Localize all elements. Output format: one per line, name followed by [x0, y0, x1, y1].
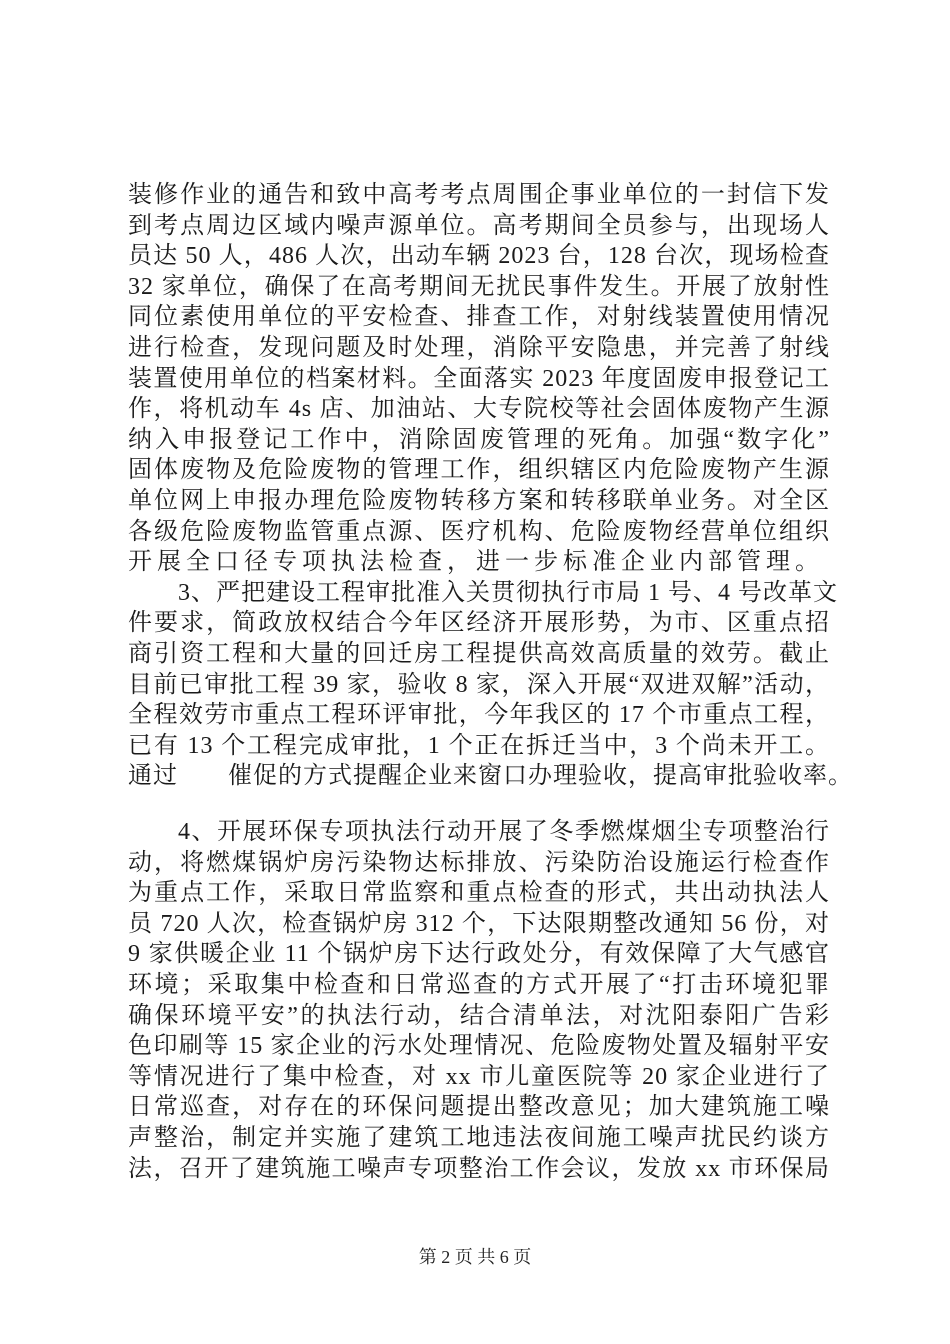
text-line: 商引资工程和大量的回迁房工程提供高效高质量的效劳。截止 — [128, 641, 830, 667]
text-line: 开展全口径专项执法检查，进一步标准企业内部管理。 — [128, 549, 824, 576]
text-line: 纳入申报登记工作中，消除固废管理的死角。加强“数字化” — [128, 426, 830, 453]
text-line: 环境；采取集中检查和日常巡查的方式开展了“打击环境犯罪 — [128, 972, 830, 998]
text-line: 法，召开了建筑施工噪声专项整治工作会议，发放 xx 市环保局 — [128, 1155, 830, 1182]
text-line: 等情况进行了集中检查，对 xx 市儿童医院等 20 家企业进行了 — [128, 1063, 830, 1090]
text-line: 员达 50 人，486 人次，出动车辆 2023 台，128 台次，现场检查 — [128, 243, 830, 270]
text-line: 目前已审批工程 39 家，验收 8 家，深入开展“双进双解”活动， — [128, 671, 830, 698]
text-line: 到考点周边区域内噪声源单位。高考期间全员参与，出现场人 — [128, 212, 830, 239]
text-line: 全程效劳市重点工程环评审批，今年我区的 17 个市重点工程， — [128, 702, 830, 729]
text-line: 各级危险废物监管重点源、医疗机构、危险废物经营单位组织 — [128, 518, 830, 545]
text-line: 同位素使用单位的平安检查、排查工作，对射线装置使用情况 — [128, 304, 830, 331]
text-line: 3、严把建设工程审批准入关贯彻执行市局 1 号、4 号改革文 — [178, 579, 838, 606]
text-line: 为重点工作，采取日常监察和重点检查的形式，共出动执法人 — [128, 880, 830, 907]
text-line: 4、开展环保专项执法行动开展了冬季燃煤烟尘专项整治行 — [178, 819, 830, 845]
text-line: 员 720 人次，检查锅炉房 312 个，下达限期整改通知 56 份，对 — [128, 910, 830, 937]
text-line: 固体废物及危险废物的管理工作，组织辖区内危险废物产生源 — [128, 457, 830, 484]
text-line: 动，将燃煤锅炉房污染物达标排放、污染防治设施运行检查作 — [128, 849, 830, 876]
text-line: 32 家单位，确保了在高考期间无扰民事件发生。开展了放射性 — [128, 273, 830, 300]
text-line: 件要求，简政放权结合今年区经济开展形势，为市、区重点招 — [128, 610, 830, 637]
text-line: 单位网上申报办理危险废物转移方案和转移联单业务。对全区 — [128, 488, 830, 514]
text-line: 进行检查，发现问题及时处理，消除平安隐患，并完善了射线 — [128, 335, 830, 361]
text-line: 确保环境平安”的执法行动，结合清单法，对沈阳泰阳广告彩 — [128, 1002, 830, 1029]
page-footer: 第 2 页 共 6 页 — [418, 1247, 532, 1267]
text-line: 声整治，制定并实施了建筑工地违法夜间施工噪声扰民约谈方 — [128, 1125, 830, 1151]
text-line: 色印刷等 15 家企业的污水处理情况、危险废物处置及辐射平安 — [128, 1033, 830, 1060]
text-line: 已有 13 个工程完成审批，1 个正在拆迁当中，3 个尚未开工。 — [128, 732, 830, 759]
text-line: 通过 催促的方式提醒企业来窗口办理验收，提高审批验收率。 — [128, 763, 853, 790]
text-line: 9 家供暖企业 11 个锅炉房下达行政处分，有效保障了大气感官 — [128, 941, 830, 968]
text-line: 装置使用单位的档案材料。全面落实 2023 年度固废申报登记工 — [128, 365, 830, 392]
text-line: 日常巡查，对存在的环保问题提出整改意见；加大建筑施工噪 — [128, 1094, 830, 1121]
text-line: 装修作业的通告和致中高考考点周围企事业单位的一封信下发 — [128, 182, 830, 208]
text-line: 作，将机动车 4s 店、加油站、大专院校等社会固体废物产生源 — [128, 396, 830, 423]
